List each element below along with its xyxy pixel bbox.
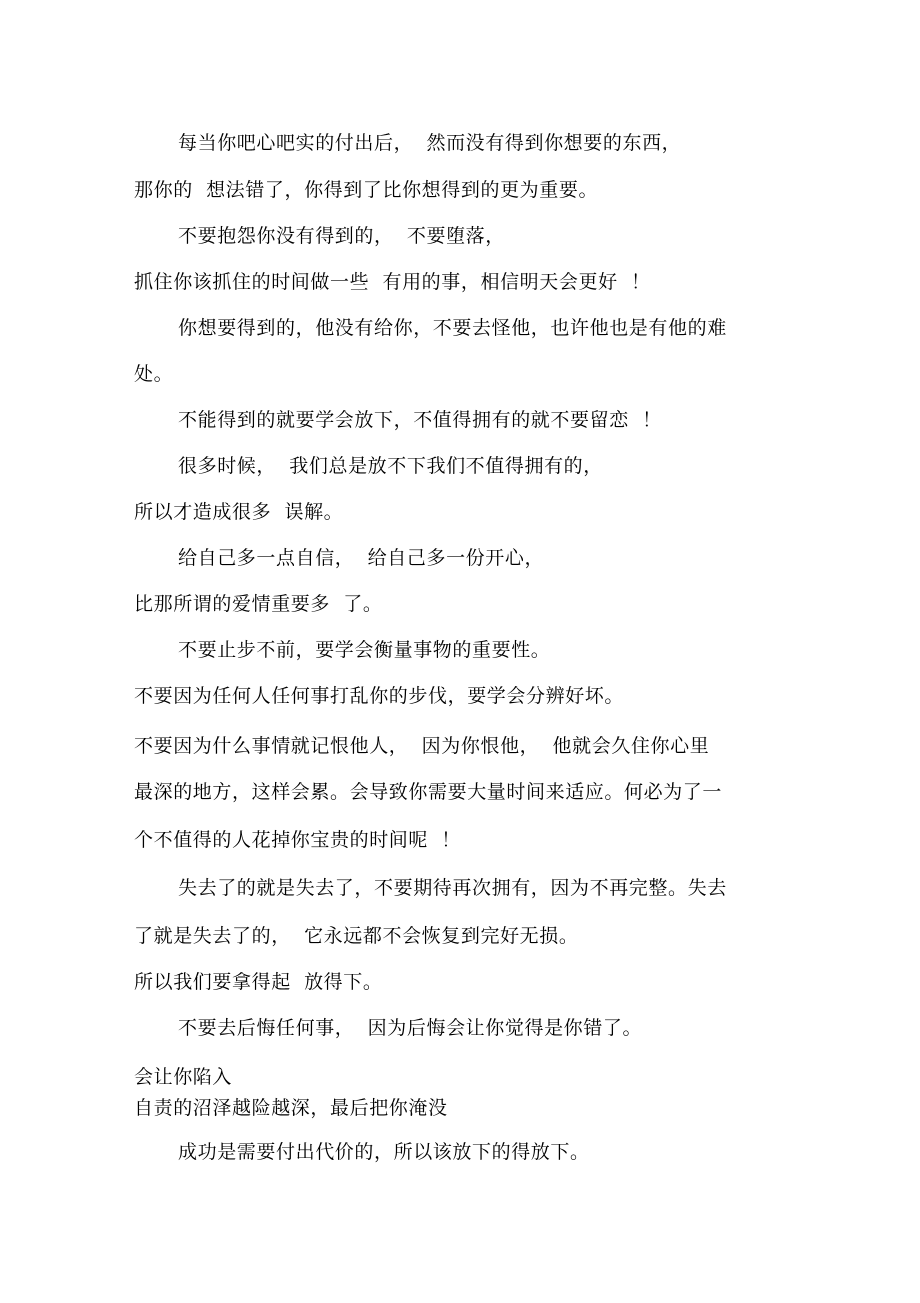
text-line: 每当你吧心吧实的付出后， 然而没有得到你想要的东西， [178,132,682,154]
text-line: 不要抱怨你没有得到的， 不要堕落， [178,225,505,247]
text-line: 最深的地方，这样会累。会导致你需要大量时间来适应。何必为了一 [134,781,723,803]
text-line: 抓住你该抓住的时间做一些 有用的事，相信明天会更好 ！ [134,271,651,293]
text-line: 个不值得的人花掉你宝贵的时间呢 ！ [134,829,461,851]
text-line: 不要因为任何人任何事打乱你的步伐，要学会分辨好坏。 [134,685,625,707]
text-line: 不能得到的就要学会放下，不值得拥有的就不要留恋 ！ [178,409,662,431]
text-line: 不要止步不前，要学会衡量事物的重要性。 [178,639,551,661]
text-line: 所以我们要拿得起 放得下。 [134,971,383,993]
text-line: 了就是失去了的， 它永远都不会恢复到完好无损。 [134,925,579,947]
text-line: 成功是需要付出代价的，所以该放下的得放下。 [178,1141,590,1163]
text-line: 你想要得到的，他没有给你，不要去怪他，也许他也是有他的难 [178,317,727,339]
text-line: 给自己多一点自信， 给自己多一份开心， [178,547,545,569]
text-line: 不要因为什么事情就记恨他人， 因为你恨他， 他就会久住你心里 [134,735,710,757]
text-line: 很多时候， 我们总是放不下我们不值得拥有的， [178,455,603,477]
text-line: 处。 [134,363,174,385]
text-line: 失去了的就是失去了，不要期待再次拥有，因为不再完整。失去 [178,877,727,899]
text-line: 会让你陷入 [134,1066,233,1088]
text-line: 不要去后悔任何事， 因为后悔会让你觉得是你错了。 [178,1017,643,1039]
text-line: 自责的沼泽越险越深，最后把你淹没 [134,1097,448,1119]
text-line: 那你的 想法错了，你得到了比你想得到的更为重要。 [134,179,599,201]
text-line: 所以才造成很多 误解。 [134,501,344,523]
text-line: 比那所谓的爱情重要多 了。 [134,593,383,615]
